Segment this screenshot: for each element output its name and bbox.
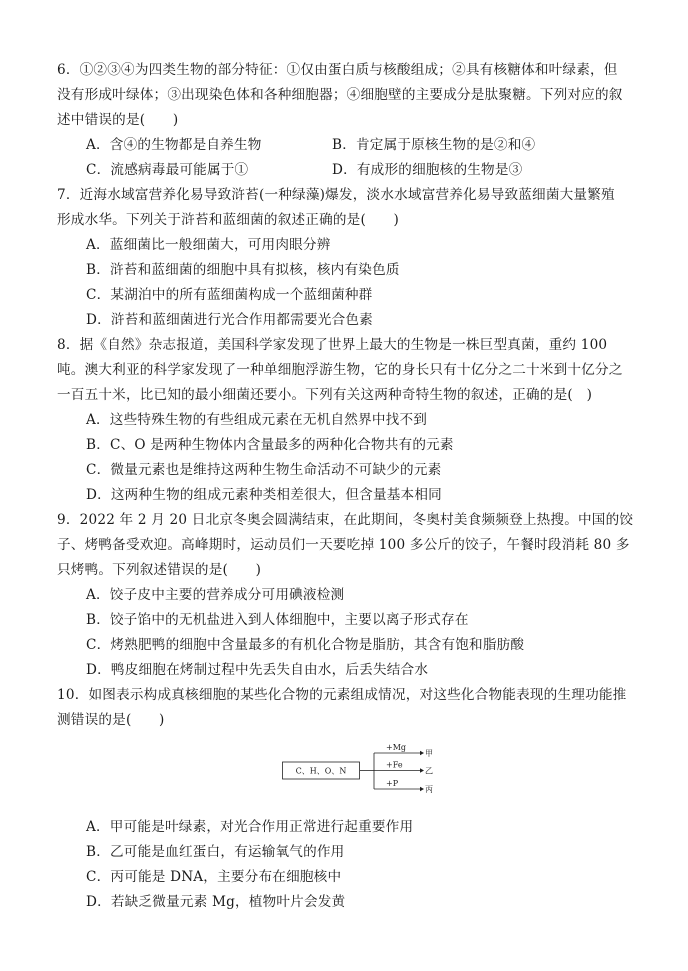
element-composition-diagram xyxy=(282,740,432,800)
q9-option-a: A．饺子皮中主要的营养成分可用碘液检测 xyxy=(86,587,345,603)
arrowhead-3 xyxy=(420,787,424,791)
q9-option-b: B．饺子馅中的无机盐进入到人体细胞中，主要以离子形式存在 xyxy=(86,612,469,628)
q8-stem-line-1: 8．据《自然》杂志报道，美国科学家发现了世界上最大的生物是一株巨型真菌，重约 100 xyxy=(57,337,608,353)
q8-option-d: D．这两种生物的组成元素种类相差很大，但含量基本相同 xyxy=(86,487,442,503)
q7-stem-line-2: 形成水华。下列关于浒苔和蓝细菌的叙述正确的是( ) xyxy=(57,212,400,228)
q8-option-b: B．C、O 是两种生物体内含量最多的两种化合物共有的元素 xyxy=(86,437,454,453)
arrowhead-2 xyxy=(420,768,424,772)
q7-option-d: D．浒苔和蓝细菌进行光合作用都需要光合色素 xyxy=(86,312,373,328)
q8-stem-line-3: 一百五十米，比已知的最小细菌还要小。下列有关这两种奇特生物的叙述，正确的是( ) xyxy=(57,387,593,403)
q9-option-d: D．鸭皮细胞在烤制过程中先丢失自由水，后丢失结合水 xyxy=(86,662,429,678)
branch-element-1: +Mg xyxy=(386,743,407,752)
q6-stem-line-2: 没有形成叶绿体；③出现染色体和各种细胞器；④细胞壁的主要成分是肽聚糖。下列对应的叙 xyxy=(57,87,623,103)
q9-stem-line-2: 子、烤鸭备受欢迎。高峰期时，运动员们一天要吃掉 100 多公斤的饺子，午餐时段消耗 80 多 xyxy=(57,537,630,553)
q7-option-b: B．浒苔和蓝细菌的细胞中具有拟核，核内有染色质 xyxy=(86,262,400,278)
q10-option-c: C．丙可能是 DNA，主要分布在细胞核中 xyxy=(86,869,342,885)
q9-option-c: C．烤熟肥鸭的细胞中含量最多的有机化合物是脂肪，其含有饱和脂肪酸 xyxy=(86,637,525,653)
branch-product-3: 丙 xyxy=(425,785,433,794)
q6-stem-line-3: 述中错误的是( ) xyxy=(57,112,179,128)
q10-option-d: D．若缺乏微量元素 Mg，植物叶片会发黄 xyxy=(86,894,346,910)
q7-option-c: C．某湖泊中的所有蓝细菌构成一个蓝细菌种群 xyxy=(86,287,373,303)
q8-option-a: A．这些特殊生物的有些组成元素在无机自然界中找不到 xyxy=(86,412,428,428)
q6-stem-line-1: 6．①②③④为四类生物的部分特征：①仅由蛋白质与核酸组成；②具有核糖体和叶绿素，但 xyxy=(57,62,618,78)
q10-stem-line-2: 测错误的是( ) xyxy=(57,712,165,728)
arrowhead-1 xyxy=(420,751,424,755)
q8-option-c: C．微量元素也是维持这两种生物生命活动不可缺少的元素 xyxy=(86,462,442,478)
branch-element-2: +Fe xyxy=(386,760,403,770)
q9-stem-line-1: 9．2022 年 2 月 20 日北京冬奥会圆满结束，在此期间，冬奥村美食频频登上热搜。中国的饺 xyxy=(57,512,634,528)
branch-element-3: +P xyxy=(386,779,399,788)
q9-stem-line-3: 只烤鸭。下列叙述错误的是( ) xyxy=(57,562,262,578)
q6-option-b: B．肯定属于原核生物的是②和④ xyxy=(332,137,536,153)
q7-option-a: A．蓝细菌比一般细菌大，可用肉眼分辨 xyxy=(86,237,331,253)
branch-product-1: 甲 xyxy=(425,749,433,758)
q10-option-a: A．甲可能是叶绿素，对光合作用正常进行起重要作用 xyxy=(86,819,414,835)
q6-option-a: A．含④的生物都是自养生物 xyxy=(86,137,262,153)
q8-stem-line-2: 吨。澳大利亚的科学家发现了一种单细胞浮游生物，它的身长只有十亿分之二十米到十亿分之 xyxy=(57,362,623,378)
q10-stem-line-1: 10．如图表示构成真核细胞的某些化合物的元素组成情况，对这些化合物能表现的生理功能推 xyxy=(57,687,627,703)
q6-option-c: C．流感病毒最可能属于① xyxy=(86,162,249,178)
branch-product-2: 乙 xyxy=(425,766,433,776)
q6-option-d: D．有成形的细胞核的生物是③ xyxy=(332,162,523,178)
q10-option-b: B．乙可能是血红蛋白，有运输氧气的作用 xyxy=(86,844,345,860)
element-box-label: C、H、O、N xyxy=(295,766,347,776)
q7-stem-line-1: 7．近海水域富营养化易导致浒苔(一种绿藻)爆发，淡水水域富营养化易导致蓝细菌大量繁殖 xyxy=(57,187,615,203)
